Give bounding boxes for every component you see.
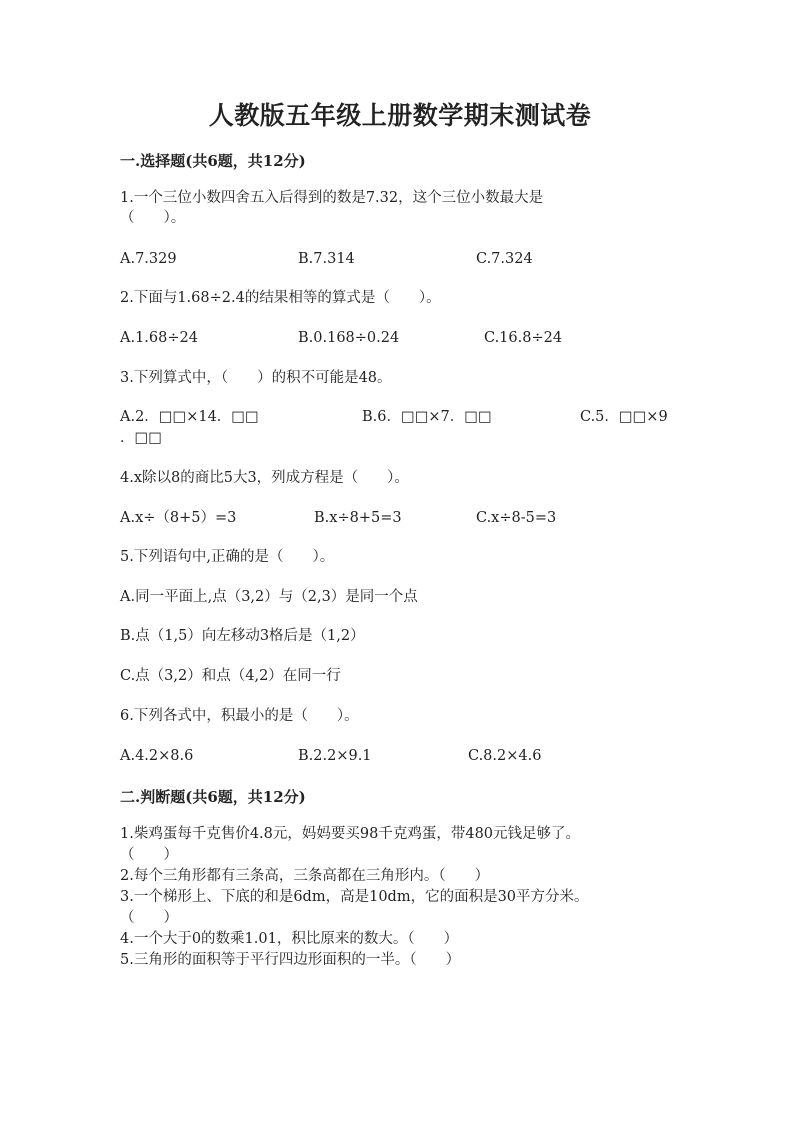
question-5-text: 5.下列语句中,正确的是（ ）。	[120, 549, 335, 565]
section-heading-judgement: 二.判断题(共6题，共12分)	[120, 788, 306, 806]
question-4-option-c: C.x÷8-5=3	[476, 510, 557, 526]
judgement-3-text: 3.一个梯形上、下底的和是6dm，高是10dm，它的面积是30平方分米。	[120, 889, 589, 905]
judgement-1-text: 1.柴鸡蛋每千克售价4.8元，妈妈要买98千克鸡蛋，带480元钱足够了。	[120, 826, 581, 842]
question-5-option-b: B.点（1,5）向左移动3格后是（1,2）	[120, 628, 365, 644]
question-3-option-c: C.5．□□×9	[580, 409, 668, 425]
section-heading-choice: 一.选择题(共6题，共12分)	[120, 152, 306, 170]
question-1-text: 1.一个三位小数四舍五入后得到的数是7.32，这个三位小数最大是	[120, 190, 544, 206]
question-6-text: 6.下列各式中，积最小的是（ ）。	[120, 708, 359, 724]
question-6-option-c: C.8.2×4.6	[468, 748, 542, 764]
question-6-option-b: B.2.2×9.1	[298, 748, 372, 764]
page-title: 人教版五年级上册数学期末测试卷	[208, 101, 592, 130]
question-1-blank: （ ）。	[120, 210, 186, 226]
question-1-option-a: A.7.329	[120, 251, 177, 267]
question-2-text: 2.下面与1.68÷2.4的结果相等的算式是（ ）。	[120, 290, 441, 306]
question-5-option-c: C.点（3,2）和点（4,2）在同一行	[120, 668, 341, 684]
question-1-option-b: B.7.314	[298, 251, 355, 267]
question-4-option-b: B.x÷8+5=3	[314, 510, 402, 526]
question-3-option-c-continued: ．□□	[120, 430, 162, 446]
question-3-option-b: B.6．□□×7．□□	[362, 409, 492, 425]
question-2-option-c: C.16.8÷24	[484, 330, 563, 346]
question-4-option-a: A.x÷（8+5）=3	[120, 510, 237, 526]
question-2-option-b: B.0.168÷0.24	[298, 330, 400, 346]
question-3-text: 3.下列算式中，（ ）的积不可能是48。	[120, 370, 392, 386]
question-6-option-a: A.4.2×8.6	[120, 748, 194, 764]
question-5-option-a: A.同一平面上,点（3,2）与（2,3）是同一个点	[120, 589, 418, 605]
question-1-option-c: C.7.324	[476, 251, 533, 267]
question-3-option-a: A.2．□□×14．□□	[120, 409, 259, 425]
judgement-1-blank: （ ）	[120, 847, 178, 863]
question-4-text: 4.x除以8的商比5大3，列成方程是（ ）。	[120, 470, 409, 486]
question-2-option-a: A.1.68÷24	[120, 330, 198, 346]
judgement-4-text: 4.一个大于0的数乘1.01，积比原来的数大。（ ）	[120, 931, 459, 947]
judgement-3-blank: （ ）	[120, 910, 178, 926]
judgement-5-text: 5.三角形的面积等于平行四边形面积的一半。（ ）	[120, 952, 461, 968]
judgement-2-text: 2.每个三角形都有三条高，三条高都在三角形内。（ ）	[120, 868, 490, 884]
